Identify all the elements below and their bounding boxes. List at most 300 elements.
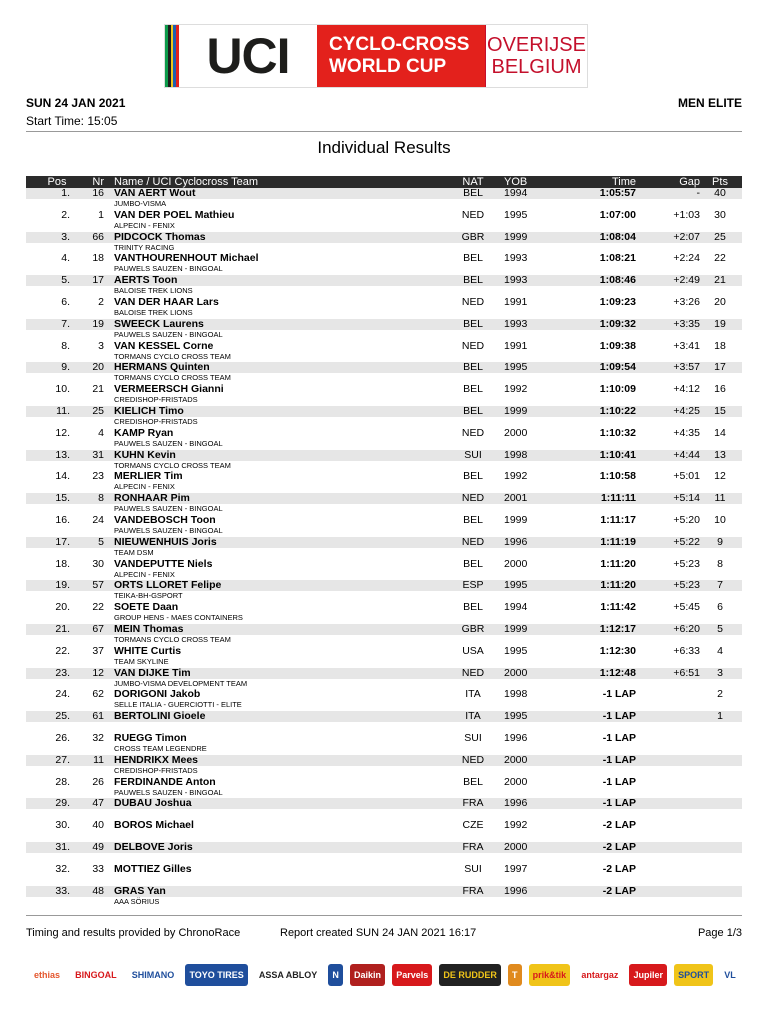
cell-time: 1:10:22 bbox=[599, 404, 636, 417]
cell-time: -1 LAP bbox=[602, 797, 636, 810]
cell-name: FERDINANDE Anton bbox=[114, 775, 216, 788]
cell-time: 1:12:30 bbox=[599, 644, 636, 657]
table-row bbox=[26, 733, 742, 755]
cell-name: KIELICH Timo bbox=[114, 404, 184, 417]
table-row bbox=[26, 210, 742, 232]
cell-pos: 16. bbox=[55, 513, 70, 526]
cell-gap: - bbox=[696, 187, 700, 199]
cell-nr: 30 bbox=[92, 557, 104, 570]
cell-gap: +5:01 bbox=[673, 470, 700, 483]
cell-pts: 16 bbox=[714, 383, 726, 396]
table-row bbox=[26, 646, 742, 668]
cell-name: DUBAU Joshua bbox=[114, 797, 192, 810]
cell-pos: 5. bbox=[61, 274, 70, 287]
cell-time: 1:11:42 bbox=[600, 601, 636, 614]
cell-yob: 1999 bbox=[504, 230, 528, 243]
cell-yob: 1994 bbox=[504, 187, 528, 199]
cell-pos: 7. bbox=[61, 317, 70, 330]
cell-pos: 32. bbox=[55, 862, 70, 875]
cell-team: PAUWELS SAUZEN - BINGOAL bbox=[114, 525, 223, 535]
cell-nat: BEL bbox=[463, 317, 483, 330]
cell-team: TORMANS CYCLO CROSS TEAM bbox=[114, 634, 231, 644]
cell-nr: 24 bbox=[92, 513, 104, 526]
table-row bbox=[26, 450, 742, 472]
table-row bbox=[26, 275, 742, 297]
cell-yob: 1996 bbox=[504, 535, 528, 548]
cell-team: GROUP HENS - MAES CONTAINERS bbox=[114, 613, 243, 623]
cell-pos: 9. bbox=[61, 361, 70, 374]
table-row bbox=[26, 624, 742, 646]
cell-pts: 7 bbox=[717, 579, 723, 592]
cell-gap: +3:26 bbox=[673, 295, 700, 308]
cell-team: SELLE ITALIA - GUERCIOTTI - ELITE bbox=[114, 700, 242, 710]
cell-nr: 62 bbox=[92, 688, 104, 701]
cell-pos: 13. bbox=[55, 448, 70, 461]
cell-name: HERMANS Quinten bbox=[114, 361, 210, 374]
cell-nat: NED bbox=[461, 426, 485, 439]
cell-pts: 14 bbox=[714, 426, 726, 439]
cell-yob: 2000 bbox=[504, 775, 528, 788]
cell-pos: 29. bbox=[55, 797, 70, 810]
sponsor-logo: Daikin bbox=[350, 964, 385, 986]
cell-name: KAMP Ryan bbox=[114, 426, 174, 439]
cell-nat: BEL bbox=[463, 601, 483, 614]
cell-pos: 1. bbox=[61, 187, 70, 199]
cell-name: BOROS Michael bbox=[114, 819, 194, 832]
cell-team: CROSS TEAM LEGENDRE bbox=[114, 743, 207, 753]
cell-pts: 22 bbox=[714, 252, 726, 265]
cell-time: 1:08:04 bbox=[599, 230, 636, 243]
cell-team: ALPECIN - FENIX bbox=[114, 569, 175, 579]
cell-yob: 1998 bbox=[504, 688, 528, 701]
cell-yob: 1995 bbox=[504, 361, 528, 374]
cell-nr: 66 bbox=[92, 230, 104, 243]
cell-pts: 20 bbox=[714, 295, 726, 308]
cell-name: VAN AERT Wout bbox=[114, 187, 196, 199]
cell-gap: +4:25 bbox=[673, 404, 700, 417]
cell-yob: 1992 bbox=[504, 470, 528, 483]
race-date: SUN 24 JAN 2021 bbox=[26, 96, 126, 110]
cell-yob: 2001 bbox=[504, 492, 528, 505]
cell-gap: +2:49 bbox=[673, 274, 700, 287]
cell-pos: 21. bbox=[55, 622, 70, 635]
cell-pos: 4. bbox=[61, 252, 70, 265]
cell-pos: 30. bbox=[55, 819, 70, 832]
cell-yob: 1995 bbox=[504, 208, 528, 221]
cell-gap: +6:51 bbox=[673, 666, 700, 679]
cell-nr: 16 bbox=[92, 187, 104, 199]
cell-yob: 1991 bbox=[504, 295, 528, 308]
logo-line-1: CYCLO-CROSS bbox=[329, 34, 470, 55]
cell-time: 1:08:21 bbox=[599, 252, 636, 265]
cell-yob: 2000 bbox=[504, 666, 528, 679]
cell-gap: +2:24 bbox=[673, 252, 700, 265]
cell-nr: 67 bbox=[92, 622, 104, 635]
cell-nat: GBR bbox=[461, 622, 485, 635]
timing-credit: Timing and results provided by ChronoRace bbox=[26, 927, 241, 939]
sponsor-logo: BINGOAL bbox=[71, 964, 121, 986]
cell-team: TEAM DSM bbox=[114, 547, 154, 557]
cell-nr: 17 bbox=[92, 274, 104, 287]
cell-time: 1:10:58 bbox=[599, 470, 636, 483]
cell-pts: 21 bbox=[714, 274, 726, 287]
cell-nat: GBR bbox=[461, 230, 485, 243]
cell-name: GRAS Yan bbox=[114, 884, 166, 897]
sponsor-logo: SHIMANO bbox=[128, 964, 179, 986]
cell-yob: 1993 bbox=[504, 317, 528, 330]
race-category: MEN ELITE bbox=[677, 96, 742, 110]
report-created: Report created SUN 24 JAN 2021 16:17 bbox=[280, 927, 477, 939]
cell-time: 1:10:41 bbox=[599, 448, 636, 461]
cell-nat: USA bbox=[462, 644, 484, 657]
cell-pos: 19. bbox=[55, 579, 70, 592]
cell-gap: +5:45 bbox=[673, 601, 700, 614]
cell-yob: 1999 bbox=[504, 622, 528, 635]
cell-gap: +5:22 bbox=[673, 535, 700, 548]
cell-gap: +4:12 bbox=[673, 383, 700, 396]
cell-gap: +5:23 bbox=[673, 557, 700, 570]
cell-time: -1 LAP bbox=[602, 710, 636, 723]
cell-nr: 48 bbox=[92, 884, 104, 897]
table-row bbox=[26, 559, 742, 581]
header-divider bbox=[26, 131, 742, 132]
cell-time: -1 LAP bbox=[602, 753, 636, 766]
cell-nat: NED bbox=[461, 208, 485, 221]
cell-name: VANDEBOSCH Toon bbox=[114, 513, 216, 526]
page-title: Individual Results bbox=[317, 138, 451, 157]
cell-time: 1:05:57 bbox=[599, 187, 636, 199]
cell-nat: CZE bbox=[462, 819, 484, 832]
table-row bbox=[26, 777, 742, 799]
cell-nr: 19 bbox=[92, 317, 104, 330]
cell-name: VAN DER POEL Mathieu bbox=[114, 208, 235, 221]
cell-pts: 5 bbox=[717, 622, 723, 635]
table-row bbox=[26, 232, 742, 254]
col-nat: NAT bbox=[462, 176, 484, 188]
cell-pos: 3. bbox=[61, 230, 70, 243]
cell-name: PIDCOCK Thomas bbox=[114, 230, 206, 243]
cell-team: TORMANS CYCLO CROSS TEAM bbox=[114, 373, 231, 383]
logo-line-2: WORLD CUP bbox=[329, 56, 447, 77]
cell-name: NIEUWENHUIS Joris bbox=[114, 535, 217, 548]
page-number: Page 1/3 bbox=[697, 927, 742, 939]
cell-time: -1 LAP bbox=[602, 688, 636, 701]
cell-yob: 1997 bbox=[504, 862, 528, 875]
cell-yob: 1992 bbox=[504, 383, 528, 396]
col-time: Time bbox=[611, 176, 636, 188]
rainbow-stripes bbox=[165, 25, 179, 87]
cell-nr: 5 bbox=[98, 535, 104, 548]
cell-nr: 23 bbox=[92, 470, 104, 483]
table-row bbox=[26, 537, 742, 559]
cell-nr: 22 bbox=[92, 601, 104, 614]
cell-nr: 20 bbox=[92, 361, 104, 374]
location-line-2: BELGIUM bbox=[491, 56, 582, 78]
cell-name: RUEGG Timon bbox=[114, 731, 187, 744]
cell-yob: 1999 bbox=[504, 513, 528, 526]
cell-pts: 40 bbox=[714, 187, 726, 199]
cell-yob: 1995 bbox=[504, 644, 528, 657]
cell-gap: +4:35 bbox=[673, 426, 700, 439]
cell-nat: BEL bbox=[463, 383, 483, 396]
cell-nat: NED bbox=[461, 339, 485, 352]
table-row bbox=[26, 842, 742, 864]
cell-nr: 4 bbox=[98, 426, 104, 439]
cell-name: SOETE Daan bbox=[114, 601, 179, 614]
cell-nr: 49 bbox=[92, 840, 104, 853]
cell-nat: NED bbox=[461, 492, 485, 505]
sponsor-logo: VL bbox=[720, 964, 740, 986]
col-name: Name / UCI Cyclocross Team bbox=[114, 176, 259, 188]
cell-yob: 1992 bbox=[504, 819, 528, 832]
cell-pos: 28. bbox=[55, 775, 70, 788]
cell-name: WHITE Curtis bbox=[114, 644, 182, 657]
cell-pts: 13 bbox=[714, 448, 726, 461]
col-pos: Pos bbox=[47, 176, 67, 188]
table-row bbox=[26, 580, 742, 602]
cell-name: MOTTIEZ Gilles bbox=[114, 862, 192, 875]
cell-time: 1:11:17 bbox=[600, 513, 636, 526]
cell-time: 1:11:20 bbox=[600, 579, 636, 592]
cell-pos: 26. bbox=[55, 731, 70, 744]
cell-nat: SUI bbox=[464, 862, 482, 875]
cell-nr: 3 bbox=[98, 339, 104, 352]
cell-nr: 33 bbox=[92, 862, 104, 875]
footer-divider bbox=[26, 915, 742, 916]
cell-name: DORIGONI Jakob bbox=[114, 688, 201, 701]
cell-pts: 12 bbox=[714, 470, 726, 483]
table-row bbox=[26, 515, 742, 537]
cell-name: ORTS LLORET Felipe bbox=[114, 579, 222, 592]
table-row bbox=[26, 864, 742, 886]
cell-time: 1:11:11 bbox=[600, 492, 636, 505]
cell-team: AAA SÖRIUS bbox=[114, 896, 160, 906]
cell-name: KUHN Kevin bbox=[114, 448, 176, 461]
cell-pos: 25. bbox=[55, 710, 70, 723]
cell-pts: 6 bbox=[717, 601, 723, 614]
sponsor-logo: ASSA ABLOY bbox=[255, 964, 321, 986]
cell-yob: 2000 bbox=[504, 426, 528, 439]
location-line-1: OVERIJSE bbox=[487, 34, 586, 56]
cell-time: -2 LAP bbox=[602, 840, 636, 853]
cell-name: VANDEPUTTE Niels bbox=[114, 557, 213, 570]
cell-time: 1:07:00 bbox=[599, 208, 636, 221]
cell-team: ALPECIN - FENIX bbox=[114, 482, 175, 492]
cell-time: -1 LAP bbox=[602, 731, 636, 744]
sponsor-logo: prik&tik bbox=[529, 964, 571, 986]
cell-name: DELBOVE Joris bbox=[114, 840, 193, 853]
cell-pts: 30 bbox=[714, 208, 726, 221]
cell-gap: +3:41 bbox=[673, 339, 700, 352]
cell-yob: 1994 bbox=[504, 601, 528, 614]
cell-time: 1:08:46 bbox=[599, 274, 636, 287]
cell-pts: 19 bbox=[714, 317, 726, 330]
cell-nr: 40 bbox=[92, 819, 104, 832]
cell-time: -1 LAP bbox=[602, 775, 636, 788]
cell-nr: 11 bbox=[93, 753, 104, 766]
cell-time: 1:10:32 bbox=[599, 426, 636, 439]
cell-yob: 1995 bbox=[504, 579, 528, 592]
cell-time: 1:12:48 bbox=[599, 666, 636, 679]
cell-nat: BEL bbox=[463, 274, 483, 287]
cell-nr: 18 bbox=[92, 252, 104, 265]
cell-team: PAUWELS SAUZEN - BINGOAL bbox=[114, 787, 223, 797]
cell-pos: 33. bbox=[55, 884, 70, 897]
cell-team: TORMANS CYCLO CROSS TEAM bbox=[114, 351, 231, 361]
cell-team: PAUWELS SAUZEN - BINGOAL bbox=[114, 329, 223, 339]
table-row bbox=[26, 493, 742, 515]
cell-nat: BEL bbox=[463, 557, 483, 570]
cell-pos: 11. bbox=[56, 404, 70, 417]
cell-team: CREDISHOP-FRISTADS bbox=[114, 395, 198, 405]
cell-name: VAN DIJKE Tim bbox=[114, 666, 191, 679]
cell-gap: +1:03 bbox=[673, 208, 700, 221]
cell-gap: +4:44 bbox=[673, 448, 700, 461]
cell-gap: +5:20 bbox=[673, 513, 700, 526]
table-row bbox=[26, 428, 742, 450]
cell-pos: 22. bbox=[55, 644, 70, 657]
cell-nat: NED bbox=[461, 753, 485, 766]
cell-pts: 4 bbox=[717, 644, 723, 657]
cell-yob: 1998 bbox=[504, 448, 528, 461]
cell-gap: +5:23 bbox=[673, 579, 700, 592]
cell-team: CREDISHOP-FRISTADS bbox=[114, 416, 198, 426]
cell-pts: 10 bbox=[714, 513, 726, 526]
cell-pos: 14. bbox=[55, 470, 70, 483]
cell-pos: 6. bbox=[61, 295, 70, 308]
cell-nr: 61 bbox=[92, 710, 104, 723]
cell-name: VANTHOURENHOUT Michael bbox=[114, 252, 259, 265]
cell-yob: 1996 bbox=[504, 731, 528, 744]
cell-name: VAN DER HAAR Lars bbox=[114, 295, 219, 308]
cell-name: MERLIER Tim bbox=[114, 470, 183, 483]
cell-name: VAN KESSEL Corne bbox=[114, 339, 214, 352]
cell-name: SWEECK Laurens bbox=[114, 317, 204, 330]
cell-pos: 24. bbox=[55, 688, 70, 701]
cell-time: 1:09:54 bbox=[599, 361, 636, 374]
cell-yob: 1991 bbox=[504, 339, 528, 352]
cell-name: AERTS Toon bbox=[114, 274, 178, 287]
cell-pts: 25 bbox=[714, 230, 726, 243]
cell-nat: ITA bbox=[465, 710, 481, 723]
sponsor-logo: N bbox=[328, 964, 343, 986]
cell-gap: +3:57 bbox=[673, 361, 700, 374]
table-row bbox=[26, 406, 742, 428]
cell-yob: 1993 bbox=[504, 252, 528, 265]
cell-pts: 1 bbox=[717, 710, 723, 723]
cell-pos: 17. bbox=[55, 535, 70, 548]
col-gap: Gap bbox=[679, 176, 700, 188]
cell-team: TORMANS CYCLO CROSS TEAM bbox=[114, 460, 231, 470]
cell-nat: BEL bbox=[463, 513, 483, 526]
table-row bbox=[26, 188, 742, 210]
cell-team: TEAM SKYLINE bbox=[114, 656, 169, 666]
cell-nr: 32 bbox=[92, 731, 104, 744]
cell-nr: 21 bbox=[92, 383, 104, 396]
cell-gap: +3:35 bbox=[673, 317, 700, 330]
sponsor-strip bbox=[30, 958, 740, 992]
cell-pts: 11 bbox=[714, 492, 726, 505]
cell-team: ALPECIN - FENIX bbox=[114, 220, 175, 230]
table-row bbox=[26, 319, 742, 341]
cell-nr: 26 bbox=[92, 775, 104, 788]
cell-nr: 12 bbox=[92, 666, 104, 679]
results-body bbox=[26, 188, 742, 907]
table-row bbox=[26, 602, 742, 624]
cell-pos: 23. bbox=[55, 666, 70, 679]
cell-nat: SUI bbox=[464, 731, 482, 744]
cell-nat: ESP bbox=[462, 579, 484, 592]
cell-gap: +2:07 bbox=[673, 230, 700, 243]
event-banner bbox=[164, 24, 588, 88]
start-time: Start Time: 15:05 bbox=[26, 114, 118, 128]
cell-pos: 27. bbox=[55, 753, 70, 766]
cell-pos: 20. bbox=[55, 601, 70, 614]
sponsor-logo: TOYO TIRES bbox=[185, 964, 247, 986]
uci-logo: UCI bbox=[179, 25, 317, 87]
cell-pos: 12. bbox=[55, 426, 70, 439]
cell-nr: 57 bbox=[92, 579, 104, 592]
cell-nr: 37 bbox=[92, 644, 104, 657]
cell-pts: 17 bbox=[714, 361, 726, 374]
cell-pts: 9 bbox=[717, 535, 723, 548]
cell-time: 1:11:19 bbox=[600, 535, 636, 548]
cell-nat: BEL bbox=[463, 187, 483, 199]
cell-nr: 2 bbox=[98, 295, 104, 308]
cell-team: PAUWELS SAUZEN - BINGOAL bbox=[114, 504, 223, 514]
cell-nat: SUI bbox=[464, 448, 482, 461]
cell-nat: NED bbox=[461, 535, 485, 548]
cell-nat: NED bbox=[461, 295, 485, 308]
cell-nr: 1 bbox=[98, 208, 104, 221]
cell-yob: 2000 bbox=[504, 557, 528, 570]
sponsor-logo: SPORT bbox=[674, 964, 713, 986]
sponsor-logo: Jupiler bbox=[629, 964, 667, 986]
table-row bbox=[26, 755, 742, 777]
table-row bbox=[26, 886, 742, 908]
cell-name: BERTOLINI Gioele bbox=[114, 710, 206, 723]
cell-pts: 18 bbox=[714, 339, 726, 352]
cell-yob: 1995 bbox=[504, 710, 528, 723]
cell-time: -2 LAP bbox=[602, 862, 636, 875]
table-row bbox=[26, 820, 742, 842]
world-cup-logo bbox=[317, 25, 485, 87]
cell-nat: FRA bbox=[462, 884, 484, 897]
cell-pts: 15 bbox=[714, 404, 726, 417]
cell-pos: 31. bbox=[55, 840, 70, 853]
cell-nat: BEL bbox=[463, 361, 483, 374]
cell-pos: 15. bbox=[55, 492, 70, 505]
cell-name: RONHAAR Pim bbox=[114, 492, 190, 505]
event-location bbox=[485, 25, 587, 87]
cell-time: 1:12:17 bbox=[599, 622, 636, 635]
cell-team: BALOISE TREK LIONS bbox=[114, 307, 193, 317]
table-row bbox=[26, 297, 742, 319]
table-row bbox=[26, 384, 742, 406]
cell-name: MEIN Thomas bbox=[114, 622, 184, 635]
cell-pts: 3 bbox=[717, 666, 723, 679]
table-row bbox=[26, 689, 742, 711]
cell-pos: 8. bbox=[61, 339, 70, 352]
table-row bbox=[26, 668, 742, 690]
cell-yob: 2000 bbox=[504, 753, 528, 766]
cell-gap: +6:33 bbox=[673, 644, 700, 657]
col-pts: Pts bbox=[712, 176, 728, 188]
table-row bbox=[26, 362, 742, 384]
cell-nr: 25 bbox=[92, 404, 104, 417]
cell-name: VERMEERSCH Gianni bbox=[114, 383, 224, 396]
cell-nat: BEL bbox=[463, 252, 483, 265]
